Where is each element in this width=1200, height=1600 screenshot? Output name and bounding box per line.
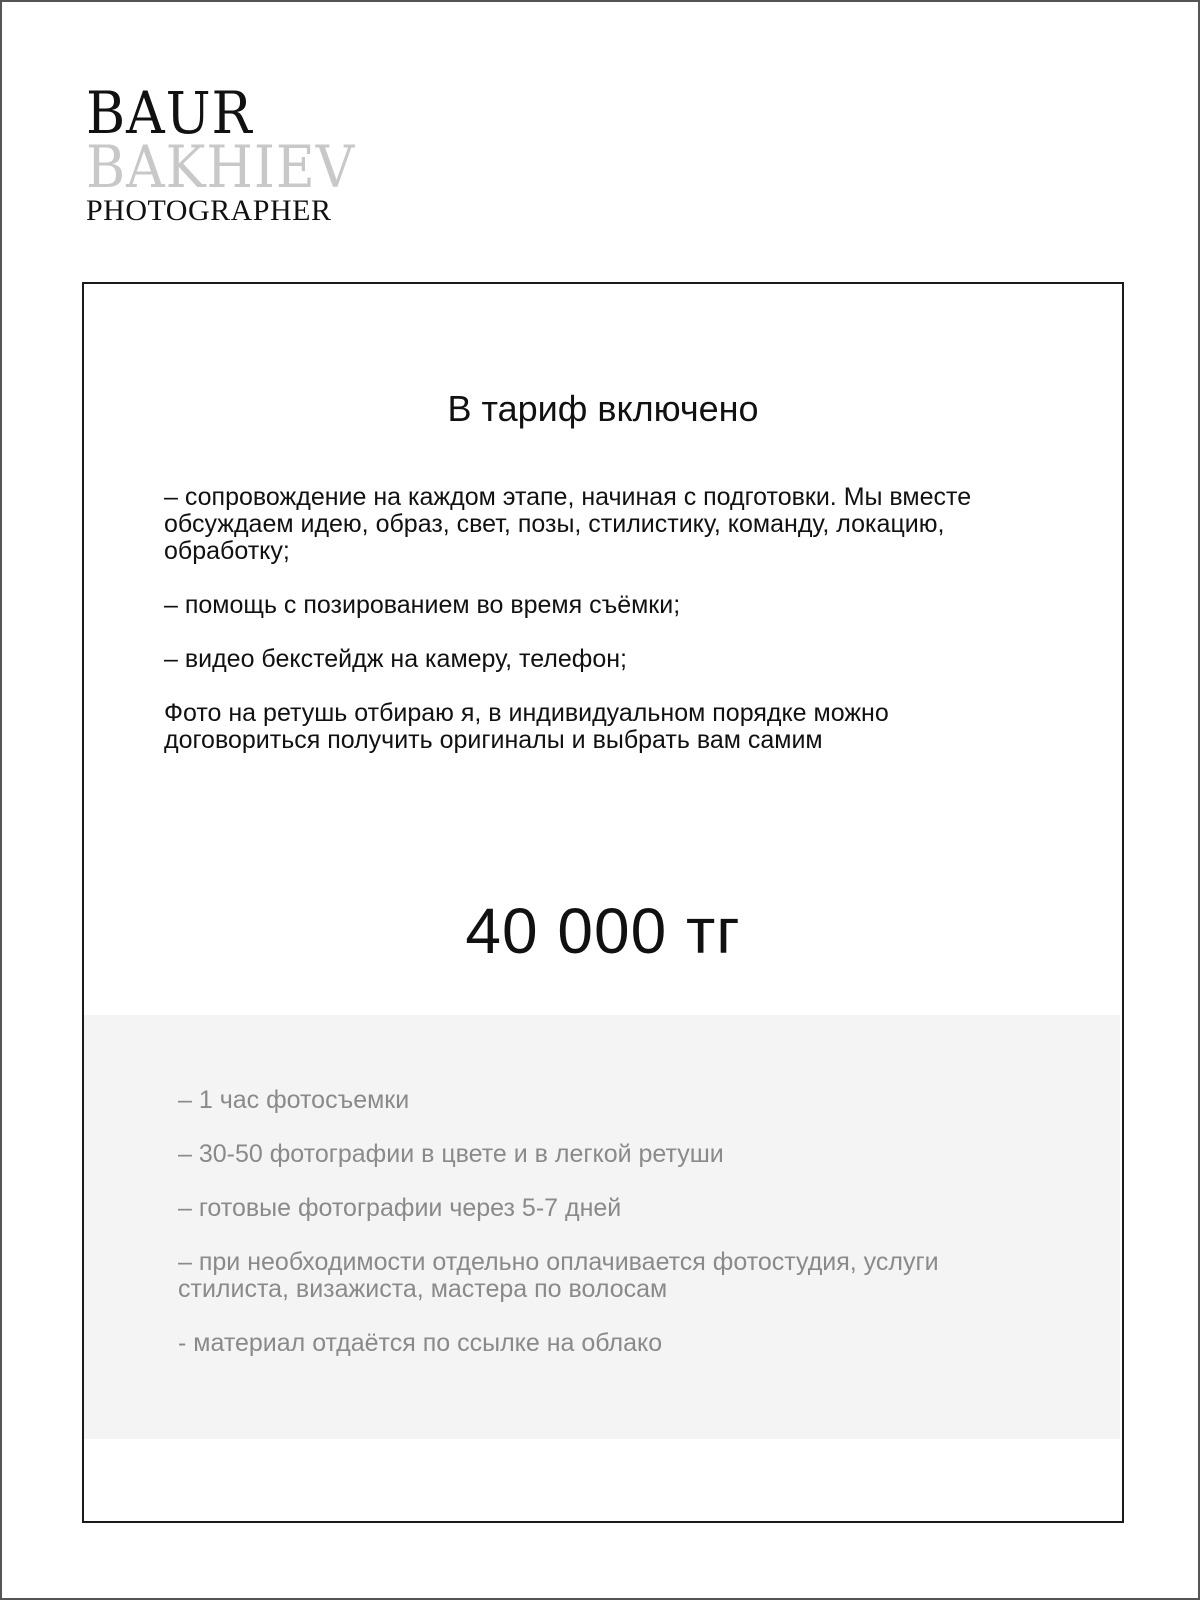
included-note: Фото на ретушь отбираю я, в индивидуальном порядке можно договориться получить оригиналы и выбрать вам самим	[164, 699, 889, 754]
tariff-card	[82, 282, 1124, 1523]
logo-first-name: BAUR	[86, 79, 253, 147]
details-item: – 30-50 фотографии в цвете и в легкой ретуши	[178, 1140, 724, 1168]
details-list	[178, 1087, 1038, 1384]
price-label: 40 000 тг	[465, 895, 741, 967]
tariff-title: В тариф включено	[447, 388, 759, 429]
included-list	[164, 484, 984, 781]
details-item: – при необходимости отдельно оплачивается фотостудия, услуги стилиста, визажиста, мастера по волосам	[178, 1248, 939, 1303]
details-item: – готовые фотографии через 5-7 дней	[178, 1194, 622, 1222]
included-item: – видео бекстейдж на камеру, телефон;	[164, 645, 628, 673]
included-item: – сопровождение на каждом этапе, начиная с подготовки. Мы вместе обсуждаем идею, образ, свет, позы, стилистику, команду, локацию, обработку;	[164, 483, 972, 565]
details-item: – 1 час фотосъемки	[178, 1086, 410, 1114]
brand-logo	[86, 79, 379, 228]
details-panel	[84, 1015, 1120, 1439]
included-item: – помощь с позированием во время съёмки;	[164, 591, 681, 619]
logo-tagline: PHOTOGRAPHER	[86, 194, 332, 227]
logo-last-name: BAKHIEV	[86, 133, 356, 201]
details-item: - материал отдаётся по ссылке на облако	[178, 1329, 663, 1357]
